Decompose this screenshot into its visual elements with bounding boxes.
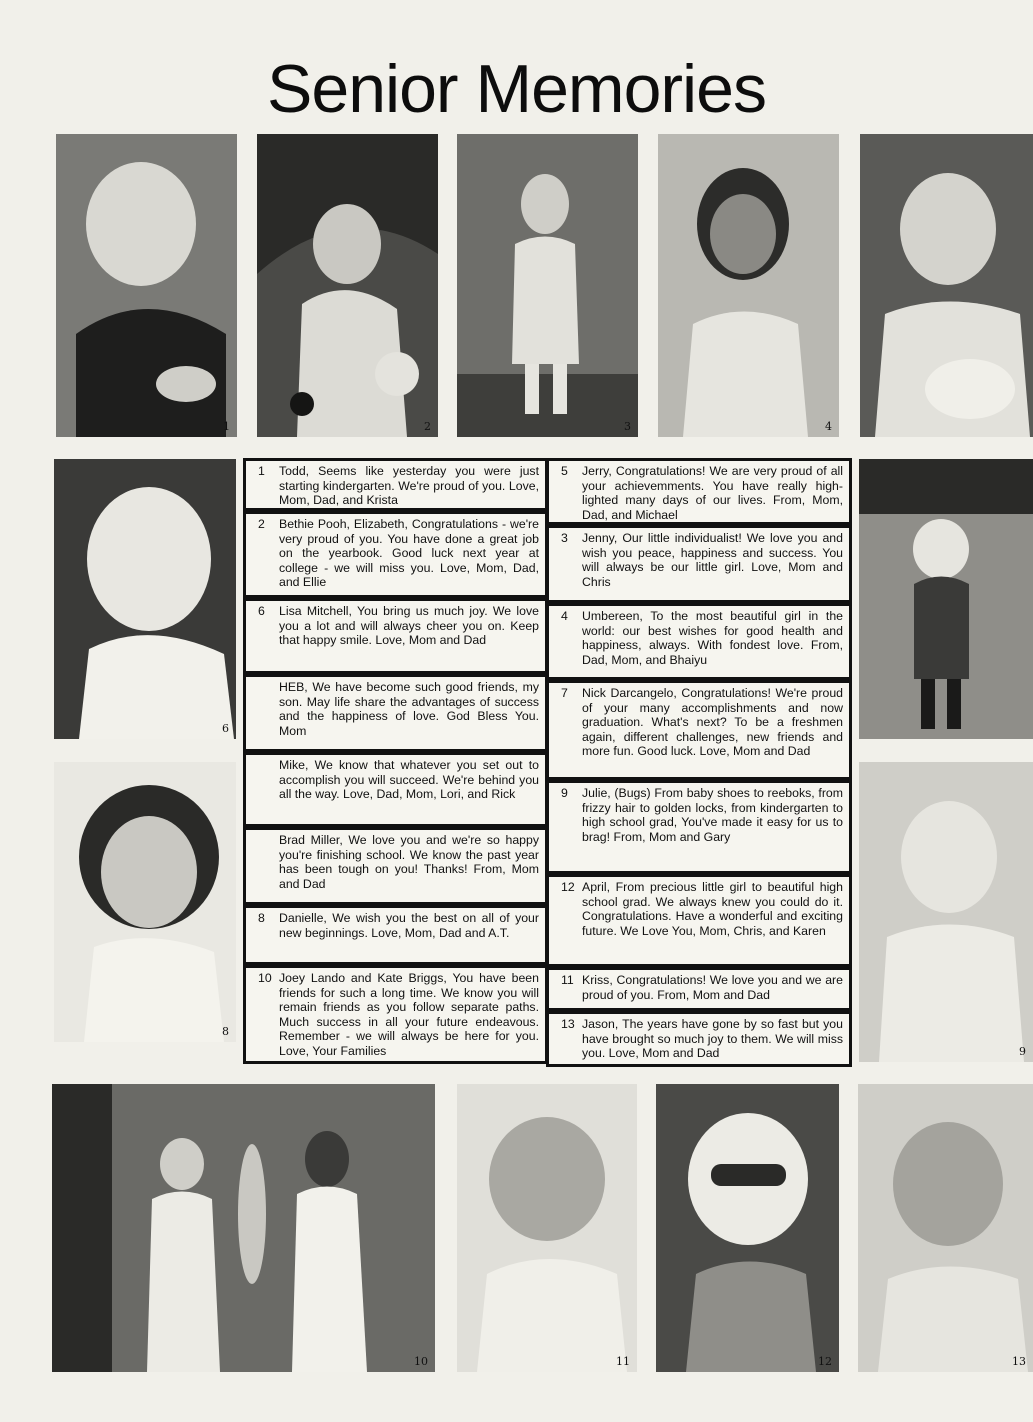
message-number: 6	[258, 604, 265, 618]
baby-photo-icon	[658, 134, 839, 437]
message-box	[546, 874, 852, 967]
message-box	[243, 458, 548, 511]
message-box	[546, 680, 852, 780]
message-box	[546, 967, 852, 1011]
message-box	[546, 458, 852, 525]
baby-photo-icon	[54, 762, 236, 1042]
photo-13	[858, 1084, 1033, 1372]
baby-photo-icon	[457, 134, 638, 437]
message-text: Jason, The years have gone by so fast but you have brought so much joy to them. We will miss you. Love, Mom and Dad	[582, 1017, 843, 1061]
message-text: HEB, We have become such good friends, my son. May life share the advantages of success and the happiness of love. God Bless You. Mom	[279, 680, 539, 738]
photo-5	[860, 134, 1033, 437]
message-box	[243, 965, 548, 1064]
message-text: Todd, Seems like yesterday you were just starting kindergarten. We're proud of you. Love, Mom, Dad, and Krista	[279, 464, 539, 508]
photo-number: 11	[616, 1355, 630, 1368]
message-box	[243, 905, 548, 965]
message-number: 8	[258, 911, 265, 925]
photo-number: 8	[222, 1025, 229, 1038]
baby-photo-icon	[859, 762, 1033, 1062]
message-text: Julie, (Bugs) From baby shoes to reeboks, from frizzy hair to golden locks, from kindergarten to high school grad, You've made it easy for us to brag! From, Mom and Gary	[582, 786, 843, 844]
photo-number: 2	[424, 420, 431, 433]
photo-number: 12	[818, 1355, 832, 1368]
page-title: Senior Memories	[267, 51, 766, 127]
baby-photo-icon	[860, 134, 1033, 437]
message-number: 2	[258, 517, 265, 531]
message-box	[546, 780, 852, 874]
photo-11	[457, 1084, 637, 1372]
message-box	[243, 827, 548, 905]
message-text: April, From precious little girl to beautiful high school grad. We always knew you could do it. Congratulations. Have a wonderful and exciting future. We Love You, Mom, Chris, and Karen	[582, 880, 843, 938]
message-text: Jenny, Our little individualist! We love you and wish you peace, happiness and success. You will always be our little girl. Love, Mom and Chris	[582, 531, 843, 589]
message-text: Brad Miller, We love you and we're so happy you're finishing school. We know the past year has been tough on you! Thanks! From, Mom and Dad	[279, 833, 539, 891]
message-number: 3	[561, 531, 568, 545]
message-number: 7	[561, 686, 568, 700]
message-box	[546, 525, 852, 603]
baby-photo-icon	[56, 134, 237, 437]
baby-photo-icon	[858, 1084, 1033, 1372]
message-text: Umbereen, To the most beautiful girl in the world: our best wishes for good health and happiness, always. With fondest love. From, Dad, Mom, and Bhaiyu	[582, 609, 843, 667]
message-text: Danielle, We wish you the best on all of your new beginnings. Love, Mom, Dad and A.T.	[279, 911, 539, 940]
baby-photo-icon	[457, 1084, 637, 1372]
message-box	[546, 1011, 852, 1067]
photo-1	[56, 134, 237, 437]
photo-6	[54, 459, 236, 739]
message-number: 13	[561, 1017, 575, 1031]
message-number: 5	[561, 464, 568, 478]
photo-7	[859, 459, 1033, 739]
photo-10	[52, 1084, 435, 1372]
message-text: Nick Darcangelo, Congratulations! We're proud of your many accomplishments and now graduation. What's next? To be a freshmen again, different challenges, new friends and more fun. Good luck. Love, Mom and Dad	[582, 686, 843, 759]
message-text: Bethie Pooh, Elizabeth, Congratulations - we're very proud of you. You have done a great job on the yearbook. Good luck next year at college - we will miss you. Love, Mom, Dad, and Ellie	[279, 517, 539, 590]
message-box	[243, 511, 548, 598]
photo-number: 10	[414, 1355, 428, 1368]
photo-number: 1	[223, 420, 230, 433]
message-number: 9	[561, 786, 568, 800]
photo-9	[859, 762, 1033, 1062]
photo-3	[457, 134, 638, 437]
message-number: 10	[258, 971, 272, 985]
photo-8	[54, 762, 236, 1042]
message-text: Mike, We know that whatever you set out to accomplish you will succeed. We're behind you all the way. Love, Dad, Mom, Lori, and Rick	[279, 758, 539, 802]
message-number: 12	[561, 880, 575, 894]
message-box	[546, 603, 852, 680]
photo-number: 3	[624, 420, 631, 433]
message-number: 1	[258, 464, 265, 478]
baby-photo-icon	[54, 459, 236, 739]
photo-4	[658, 134, 839, 437]
message-number: 11	[561, 973, 574, 987]
photo-number: 6	[222, 722, 229, 735]
message-box	[243, 598, 548, 674]
photo-number: 4	[825, 420, 832, 433]
photo-12	[656, 1084, 839, 1372]
baby-photo-icon	[859, 459, 1033, 739]
photo-2	[257, 134, 438, 437]
message-box	[243, 752, 548, 827]
baby-photo-icon	[656, 1084, 839, 1372]
message-text: Kriss, Congratulations! We love you and we are proud of you. From, Mom and Dad	[582, 973, 843, 1002]
baby-photo-icon	[257, 134, 438, 437]
message-text: Joey Lando and Kate Briggs, You have been friends for such a long time. We know you will remain friends as you follow separate paths. Much success in all your future endeavous. Remember - we will always be here for you. Love, Your Families	[279, 971, 539, 1058]
message-text: Lisa Mitchell, You bring us much joy. We love you a lot and will always cheer you on. Keep that happy smile. Love, Mom and Dad	[279, 604, 539, 648]
photo-number: 9	[1019, 1045, 1026, 1058]
message-box	[243, 674, 548, 752]
message-text: Jerry, Congratulations! We are very proud of all your achievemments. You have really high-lighted many days of our lives. From, Mom, Dad, and Michael	[582, 464, 843, 522]
message-number: 4	[561, 609, 568, 623]
photo-icon	[52, 1084, 435, 1372]
photo-number: 13	[1012, 1355, 1026, 1368]
